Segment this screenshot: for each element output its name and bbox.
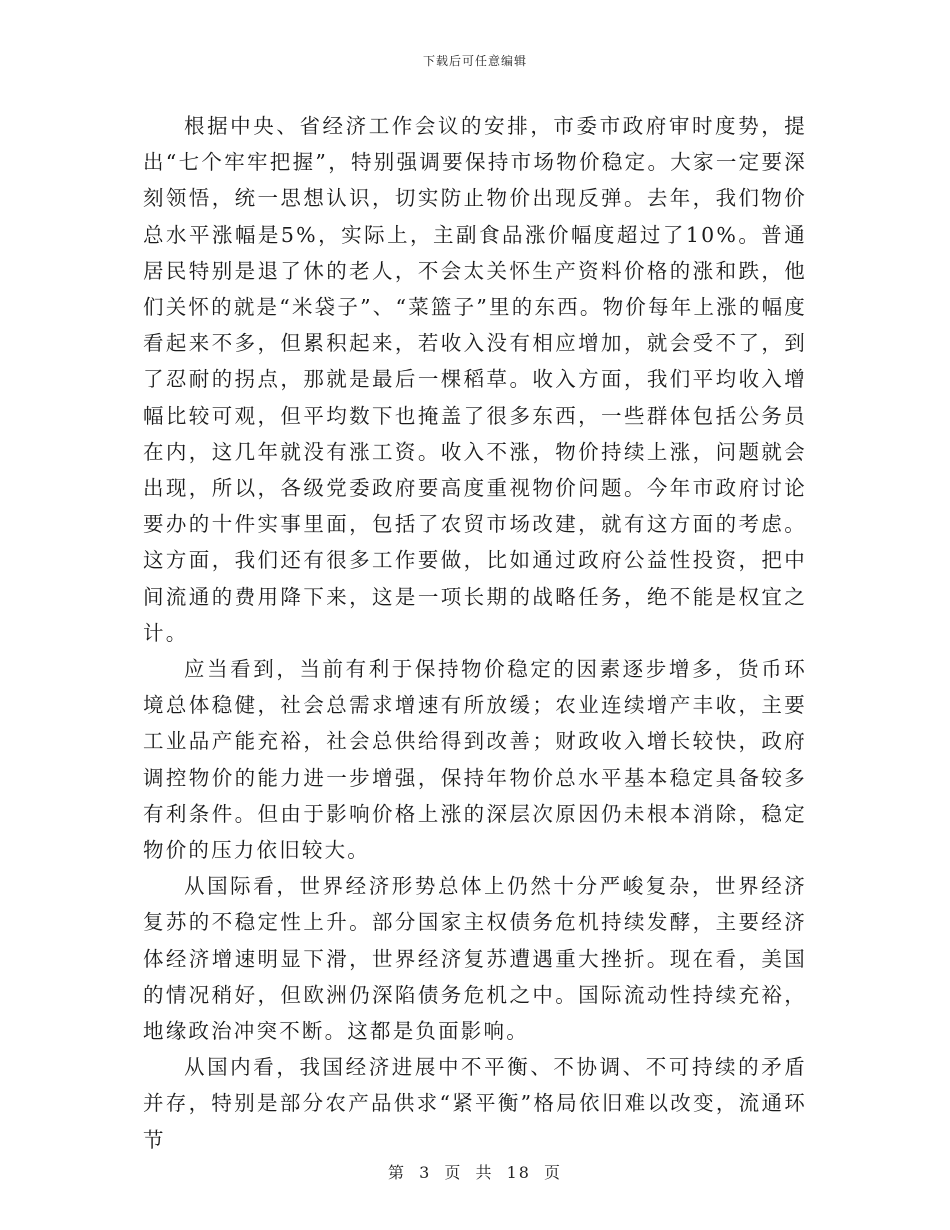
footer-current-page: 3 <box>419 1163 432 1182</box>
paragraph-4: 从国内看，我国经济进展中不平衡、不协调、不可持续的矛盾并存，特别是部分农产品供求“紧平衡”格局依旧难以改变，流通环节 <box>143 1055 807 1152</box>
footer-total-pages: 18 <box>506 1163 531 1182</box>
paragraph-2: 应当看到，当前有利于保持物价稳定的因素逐步增多，货币环境总体稳健，社会总需求增速有所放缓；农业连续增产丰收，主要工业品产能充裕，社会总供给得到改善；财政收入增长较快，政府调控物价的能力进一步增强，保持年物价总水平基本稳定具备较多有利条件。但由于影响价格上涨的深层次原因仍未根本消除，稳定物价的压力依旧较大。 <box>143 657 807 863</box>
page-header-note: 下载后可任意编辑 <box>422 54 527 68</box>
footer-label-total-unit: 页 <box>544 1163 563 1182</box>
footer-label-total: 共 <box>475 1163 494 1182</box>
page-footer <box>0 1163 950 1183</box>
paragraph-3: 从国际看，世界经济形势总体上仍然十分严峻复杂，世界经济复苏的不稳定性上升。部分国家主权债务危机持续发酵，主要经济体经济增速明显下滑，世界经济复苏遭遇重大挫折。现在看，美国的情况稍好，但欧洲仍深陷债务危机之中。国际流动性持续充裕，地缘政治冲突不断。这都是负面影响。 <box>143 874 807 1044</box>
footer-label-page-unit: 页 <box>444 1163 463 1182</box>
paragraph-1: 根据中央、省经济工作会议的安排，市委市政府审时度势，提出“七个牢牢把握”，特别强调要保持市场物价稳定。大家一定要深刻领悟，统一思想认识，切实防止物价出现反弹。去年，我们物价总水平涨幅是5%，实际上，主副食品涨价幅度超过了10%。普通居民特别是退了休的老人，不会太关怀生产资料价格的涨和跌，他们关怀的就是“米袋子”、“菜篮子”里的东西。物价每年上涨的幅度看起来不多，但累积起来，若收入没有相应增加，就会受不了，到了忍耐的拐点，那就是最后一棵稻草。收入方面，我们平均收入增幅比较可观，但平均数下也掩盖了很多东西，一些群体包括公务员在内，这几年就没有涨工资。收入不涨，物价持续上涨，问题就会出现，所以，各级党委政府要高度重视物价问题。今年市政府讨论要办的十件实事里面，包括了农贸市场改建，就有这方面的考虑。这方面，我们还有很多工作要做，比如通过政府公益性投资，把中间流通的费用降下来，这是一项长期的战略任务，绝不能是权宜之计。 <box>143 114 807 645</box>
footer-label-page: 第 <box>387 1163 406 1182</box>
document-body <box>143 108 807 1158</box>
